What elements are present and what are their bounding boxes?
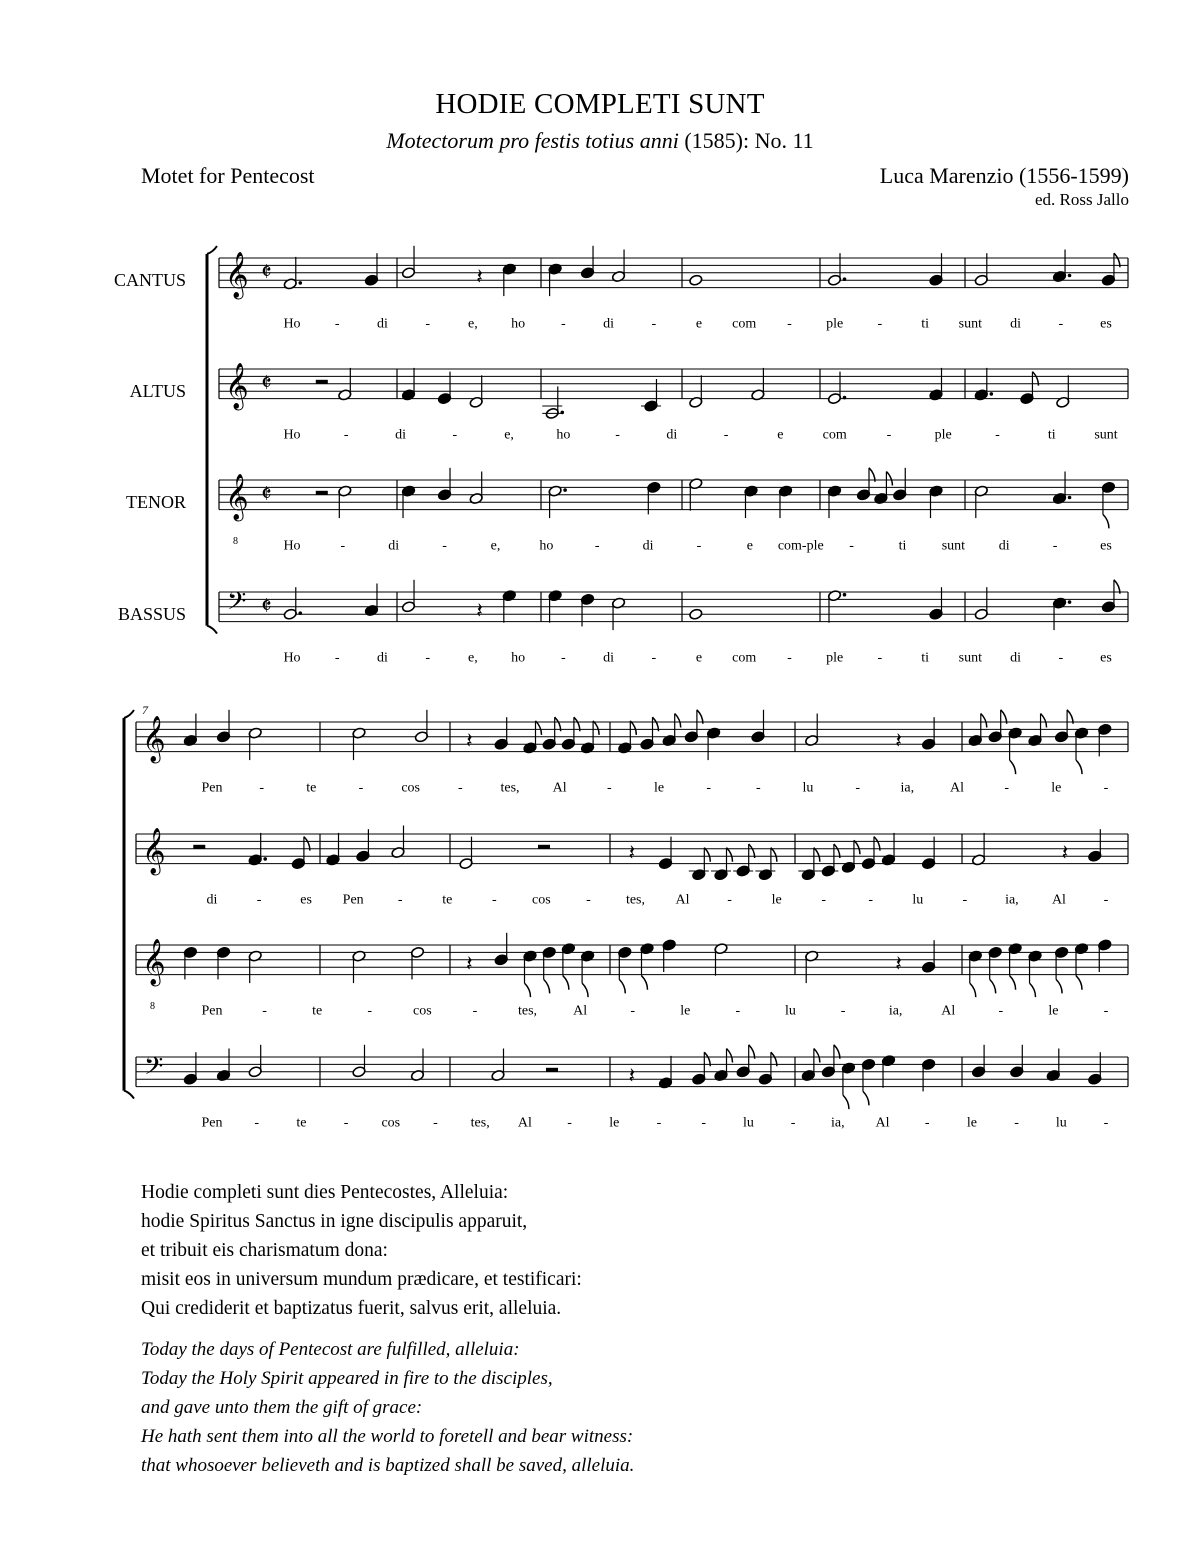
lyric-hyphen: - <box>594 538 600 554</box>
dot-icon <box>1068 274 1072 278</box>
lyric-syllable: e, <box>468 650 478 666</box>
dot-icon <box>298 281 302 285</box>
lyric-syllable: es <box>1100 316 1112 332</box>
treble-clef-icon: 𝄞 <box>225 474 249 520</box>
note-flag-icon <box>1010 976 1016 990</box>
treble-clef-icon: 𝄞 <box>225 252 249 298</box>
piece-title: HODIE COMPLETI SUNT <box>435 88 765 120</box>
cut-time-icon: 𝄵 <box>261 480 272 508</box>
lyric-hyphen: - <box>586 892 591 908</box>
lyric-hyphen: - <box>334 316 340 332</box>
lyric-hyphen: - <box>1103 1115 1109 1131</box>
bracket-bottom-icon <box>207 626 217 634</box>
cut-time-icon: 𝄵 <box>261 258 272 286</box>
dot-icon <box>1068 496 1072 500</box>
lyric-syllable: ple <box>934 427 952 443</box>
lyric-syllable: Al <box>573 1003 588 1019</box>
half-rest-icon <box>538 845 550 849</box>
lyric-hyphen: - <box>630 1003 636 1019</box>
quarter-rest-icon: 𝄽 <box>895 729 902 755</box>
lyric-hyphen: - <box>755 780 761 796</box>
lyric-syllable: Pen <box>201 780 223 796</box>
lyric-hyphen: - <box>1103 892 1109 908</box>
lyric-hyphen: - <box>606 780 612 796</box>
lyric-hyphen: - <box>1058 316 1064 332</box>
lyric-syllable: le <box>609 1115 620 1131</box>
latin-line: Qui crediderit et baptizatus fuerit, salvus erit, alleluia. <box>141 1298 562 1319</box>
dot-icon <box>990 392 994 396</box>
lyric-hyphen: - <box>790 1115 796 1131</box>
lyric-syllable: Ho <box>283 427 301 443</box>
dot-icon <box>843 396 847 400</box>
lyric-syllable: ho <box>511 650 526 666</box>
lyric-syllable: di <box>603 316 615 332</box>
lyric-syllable: ti <box>1047 427 1056 443</box>
lyric-syllable: e <box>695 316 703 332</box>
note-flag-icon <box>1030 983 1036 997</box>
lyric-hyphen: - <box>343 427 349 443</box>
lyric-hyphen: - <box>877 316 883 332</box>
lyric-syllable: tes, <box>625 892 646 908</box>
lyric-hyphen: - <box>259 780 265 796</box>
lyric-hyphen: - <box>334 650 340 666</box>
measure-number: 7 <box>142 703 148 717</box>
quarter-rest-icon: 𝄽 <box>895 952 902 978</box>
lyric-syllable: Al <box>950 780 964 796</box>
lyric-syllable: ia, <box>900 780 915 796</box>
lyric-hyphen: - <box>491 892 497 908</box>
dot-icon <box>1068 600 1072 604</box>
lyric-hyphen: - <box>567 1115 572 1131</box>
lyric-syllable: cos <box>532 892 551 908</box>
lyric-syllable: di <box>206 892 218 908</box>
lyric-syllable: Al <box>1051 892 1066 908</box>
lyric-hyphen: - <box>787 316 792 332</box>
quarter-rest-icon: 𝄽 <box>628 1064 636 1090</box>
lyric-syllable: di <box>1010 316 1022 332</box>
lyric-syllable: Pen <box>342 892 364 908</box>
lyric-hyphen: - <box>1103 1003 1109 1019</box>
lyric-hyphen: - <box>1014 1115 1019 1131</box>
note-flag-icon <box>619 979 625 993</box>
lyric-syllable: di <box>376 316 388 332</box>
lyric-syllable: ple <box>826 650 844 666</box>
note-flag-icon <box>863 1091 869 1105</box>
lyric-syllable: ho <box>539 538 554 554</box>
dot-icon <box>843 593 847 597</box>
lyric-syllable: Ho <box>283 538 301 554</box>
lyric-hyphen: - <box>425 650 431 666</box>
latin-line: et tribuit eis charismatum dona: <box>141 1240 388 1261</box>
note-flag-icon <box>981 714 987 728</box>
treble-clef-icon: 𝄞 <box>142 716 166 762</box>
octave-marker-icon: 8 <box>150 1001 155 1012</box>
lyric-syllable: Al <box>875 1115 890 1131</box>
note-flag-icon <box>1041 714 1047 728</box>
lyric-syllable: di <box>376 650 388 666</box>
bass-clef-icon: 𝄢 <box>144 1052 164 1087</box>
dot-icon <box>563 488 567 492</box>
lyric-hyphen: - <box>256 892 262 908</box>
part-name-label: ALTUS <box>129 381 186 401</box>
note-flag-icon <box>886 472 892 486</box>
lyric-syllable: di <box>998 538 1010 554</box>
latin-line: misit eos in universum mundum prædicare, et testificari: <box>141 1269 582 1290</box>
lyric-syllable: di <box>1010 650 1022 666</box>
lyric-syllable: lu <box>742 1115 754 1131</box>
lyric-hyphen: - <box>849 538 854 554</box>
lyric-hyphen: - <box>840 1003 846 1019</box>
lyric-syllable: Al <box>517 1115 532 1131</box>
lyric-syllable: le <box>966 1115 977 1131</box>
cut-time-icon: 𝄵 <box>261 592 272 620</box>
note-flag-icon <box>593 721 599 735</box>
lyric-syllable: Pen <box>201 1115 223 1131</box>
lyric-syllable: e <box>777 427 784 443</box>
lyric-hyphen: - <box>340 538 346 554</box>
latin-line: hodie Spiritus Sanctus in igne discipulis apparuit, <box>141 1211 528 1232</box>
lyric-syllable: le <box>771 892 782 908</box>
part-name-label: BASSUS <box>117 604 186 624</box>
notehead-icon <box>689 274 703 286</box>
lyric-hyphen: - <box>727 892 732 908</box>
collection-number: (1585): No. 11 <box>678 128 814 153</box>
lyric-syllable: e <box>746 538 753 554</box>
lyric-syllable: te <box>442 892 453 908</box>
note-flag-icon <box>1076 760 1082 774</box>
lyric-syllable: le <box>653 780 665 796</box>
bass-clef-icon: 𝄢 <box>227 587 247 622</box>
note-flag-icon <box>970 983 976 997</box>
cut-time-icon: 𝄵 <box>261 369 272 397</box>
lyric-hyphen: - <box>701 1115 707 1131</box>
lyric-hyphen: - <box>787 650 792 666</box>
half-rest-icon <box>316 380 328 384</box>
note-flag-icon <box>1010 760 1016 774</box>
lyric-syllable: te <box>296 1115 307 1131</box>
quarter-rest-icon: 𝄽 <box>476 265 483 291</box>
note-flag-icon <box>544 979 550 993</box>
lyric-syllable: Ho <box>283 316 301 332</box>
note-flag-icon <box>642 976 648 990</box>
lyric-hyphen: - <box>1058 650 1064 666</box>
lyric-syllable: sunt <box>1094 427 1118 443</box>
lyric-syllable: ple <box>826 316 844 332</box>
note-flag-icon <box>525 983 531 997</box>
lyric-hyphen: - <box>1103 780 1109 796</box>
lyric-hyphen: - <box>656 1115 662 1131</box>
lyric-hyphen: - <box>886 427 892 443</box>
lyric-hyphen: - <box>615 427 620 443</box>
lyric-hyphen: - <box>723 427 729 443</box>
lyric-syllable: di <box>642 538 654 554</box>
note-flag-icon <box>843 1095 849 1109</box>
lyric-syllable: com <box>732 650 757 666</box>
lyric-hyphen: - <box>367 1003 373 1019</box>
note-flag-icon <box>582 983 588 997</box>
lyric-hyphen: - <box>397 892 403 908</box>
lyric-syllable: com-ple <box>777 538 824 554</box>
lyric-syllable: e <box>695 650 703 666</box>
lyric-syllable: ti <box>898 538 907 554</box>
english-line: He hath sent them into all the world to foretell and bear witness: <box>141 1426 634 1447</box>
occasion-label: Motet for Pentecost <box>141 163 315 188</box>
octave-marker-icon: 8 <box>233 536 238 547</box>
lyric-syllable: cos <box>381 1115 401 1131</box>
bracket-top-icon <box>124 710 134 718</box>
lyric-syllable: sunt <box>941 538 966 554</box>
note-flag-icon <box>1056 979 1062 993</box>
lyric-hyphen: - <box>358 780 364 796</box>
english-translation <box>141 1335 634 1480</box>
lyric-syllable: e, <box>490 538 501 554</box>
part-name-label: CANTUS <box>113 270 186 290</box>
lyric-syllable: Ho <box>283 650 301 666</box>
lyric-hyphen: - <box>343 1115 349 1131</box>
lyric-syllable: lu <box>912 892 924 908</box>
lyric-syllable: le <box>1048 1003 1059 1019</box>
half-rest-icon <box>193 845 205 849</box>
lyric-hyphen: - <box>457 780 463 796</box>
quarter-rest-icon: 𝄽 <box>628 841 636 867</box>
lyric-syllable: Al <box>675 892 690 908</box>
note-flag-icon <box>675 714 681 728</box>
lyric-syllable: ia, <box>830 1115 845 1131</box>
lyric-syllable: ti <box>921 650 930 666</box>
quarter-rest-icon: 𝄽 <box>476 599 483 625</box>
lyric-syllable: es <box>300 892 312 908</box>
lyric-syllable: tes, <box>500 780 520 796</box>
lyric-syllable: le <box>1051 780 1062 796</box>
lyric-hyphen: - <box>1052 538 1058 554</box>
lyric-syllable: tes, <box>517 1003 538 1019</box>
lyric-syllable: e, <box>504 427 514 443</box>
lyric-hyphen: - <box>262 1003 267 1019</box>
lyric-hyphen: - <box>651 650 657 666</box>
note-flag-icon <box>1076 976 1082 990</box>
lyric-hyphen: - <box>651 316 657 332</box>
lyric-syllable: ho <box>511 316 526 332</box>
lyric-syllable: es <box>1100 650 1112 666</box>
composer-credit: Luca Marenzio (1556-1599) <box>879 163 1129 188</box>
lyric-hyphen: - <box>735 1003 741 1019</box>
english-line: that whosoever believeth and is baptized shall be saved, alleluia. <box>141 1455 635 1476</box>
quarter-rest-icon: 𝄽 <box>466 729 473 755</box>
english-line: Today the Holy Spirit appeared in fire to the disciples, <box>141 1368 553 1389</box>
lyric-hyphen: - <box>821 892 827 908</box>
quarter-rest-icon: 𝄽 <box>466 952 473 978</box>
lyric-syllable: com <box>732 316 757 332</box>
lyric-hyphen: - <box>855 780 861 796</box>
note-flag-icon <box>727 1049 733 1063</box>
treble-clef-icon: 𝄞 <box>225 363 249 409</box>
lyric-hyphen: - <box>868 892 874 908</box>
english-line: and gave unto them the gift of grace: <box>141 1397 423 1418</box>
lyric-syllable: lu <box>802 780 814 796</box>
quarter-rest-icon: 𝄽 <box>1061 841 1069 867</box>
lyric-syllable: di <box>395 427 406 443</box>
note-flag-icon <box>814 848 820 862</box>
lyric-hyphen: - <box>254 1115 260 1131</box>
note-flag-icon <box>536 721 542 735</box>
lyric-hyphen: - <box>1004 780 1010 796</box>
note-flag-icon <box>1103 514 1109 528</box>
lyric-syllable: sunt <box>958 316 983 332</box>
lyric-hyphen: - <box>560 650 566 666</box>
latin-text <box>141 1178 582 1323</box>
lyric-syllable: Al <box>552 780 567 796</box>
lyric-hyphen: - <box>696 538 702 554</box>
lyric-syllable: di <box>603 650 615 666</box>
dot-icon <box>263 857 267 861</box>
lyric-syllable: ho <box>556 427 571 443</box>
lyric-hyphen: - <box>706 780 712 796</box>
lyric-syllable: cos <box>401 780 421 796</box>
editor-credit: ed. Ross Jallo <box>1035 190 1129 209</box>
lyric-hyphen: - <box>425 316 431 332</box>
lyric-syllable: cos <box>413 1003 432 1019</box>
bracket-top-icon <box>207 246 217 254</box>
half-rest-icon <box>316 491 328 495</box>
lyric-hyphen: - <box>962 892 968 908</box>
lyric-syllable: e, <box>468 316 478 332</box>
note-flag-icon <box>990 979 996 993</box>
lyric-syllable: Pen <box>201 1003 223 1019</box>
lyric-hyphen: - <box>924 1115 930 1131</box>
note-flag-icon <box>630 721 636 735</box>
note-flag-icon <box>563 976 569 990</box>
lyric-hyphen: - <box>442 538 447 554</box>
treble-clef-icon: 𝄞 <box>142 828 166 874</box>
lyric-syllable: lu <box>785 1003 796 1019</box>
lyric-syllable: te <box>312 1003 323 1019</box>
lyric-syllable: le <box>680 1003 691 1019</box>
lyric-syllable: te <box>306 780 317 796</box>
half-rest-icon <box>546 1068 558 1072</box>
lyric-syllable: Al <box>941 1003 956 1019</box>
lyric-syllable: di <box>666 427 678 443</box>
lyric-syllable: ia, <box>1005 892 1019 908</box>
note-flag-icon <box>814 1049 820 1063</box>
lyric-syllable: di <box>388 538 400 554</box>
notehead-icon <box>689 608 703 620</box>
part-name-label: TENOR <box>126 492 186 512</box>
lyric-syllable: lu <box>1055 1115 1067 1131</box>
lyric-syllable: es <box>1100 538 1112 554</box>
treble-clef-icon: 𝄞 <box>142 939 166 985</box>
lyric-hyphen: - <box>877 650 883 666</box>
lyric-syllable: com <box>822 427 847 443</box>
collection-name: Motectorum pro festis totius anni <box>386 128 679 153</box>
lyric-hyphen: - <box>995 427 1000 443</box>
bracket-bottom-icon <box>124 1091 134 1099</box>
lyric-hyphen: - <box>452 427 458 443</box>
lyric-hyphen: - <box>472 1003 478 1019</box>
lyric-hyphen: - <box>560 316 566 332</box>
latin-line: Hodie completi sunt dies Pentecostes, Alleluia: <box>141 1182 509 1203</box>
english-line: Today the days of Pentecost are fulfilled, alleluia: <box>141 1339 520 1360</box>
dot-icon <box>298 611 302 615</box>
lyric-syllable: ia, <box>888 1003 903 1019</box>
dot-icon <box>843 277 847 281</box>
lyric-syllable: tes, <box>470 1115 490 1131</box>
lyric-syllable: ti <box>921 316 930 332</box>
note-flag-icon <box>727 848 733 862</box>
note-flag-icon <box>771 848 777 862</box>
note-flag-icon <box>704 848 710 862</box>
lyric-hyphen: - <box>433 1115 438 1131</box>
lyric-syllable: sunt <box>958 650 983 666</box>
lyric-hyphen: - <box>998 1003 1004 1019</box>
note-flag-icon <box>854 840 860 854</box>
